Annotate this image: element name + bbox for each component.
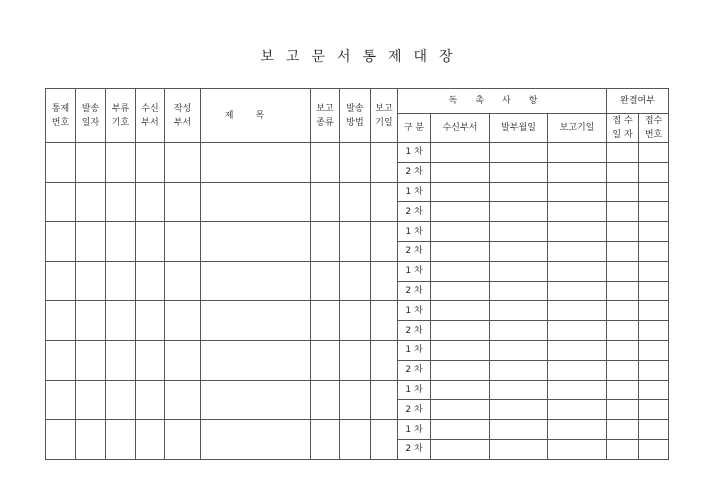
cell-reminder-recv-dept[interactable]	[431, 439, 490, 459]
cell-gubun: 1 차	[398, 222, 431, 242]
cell-report-due[interactable]	[371, 380, 398, 420]
cell-receipt-number[interactable]	[639, 143, 669, 163]
cell-send-method[interactable]	[340, 143, 371, 183]
cell-receipt-number[interactable]	[639, 241, 669, 261]
header-send-date	[76, 89, 106, 143]
cell-issue-date[interactable]	[490, 281, 548, 301]
header-text: 일자	[81, 117, 100, 128]
cell-subject[interactable]	[201, 420, 311, 460]
header-subject: 제목	[201, 89, 311, 143]
header-text: 보고	[375, 103, 393, 114]
cell-author-dept[interactable]	[165, 182, 201, 222]
header-issue-date: 발부월일	[490, 114, 548, 143]
cell-reminder-due[interactable]	[548, 321, 607, 341]
cell-receipt-date[interactable]	[607, 400, 639, 420]
cell-subject[interactable]	[201, 380, 311, 420]
header-completion-group: 완결여부	[607, 89, 669, 114]
report-control-ledger	[45, 88, 669, 460]
cell-report-due[interactable]	[371, 340, 398, 380]
header-reminder-due: 보고기일	[548, 114, 607, 143]
cell-receipt-number[interactable]	[639, 400, 669, 420]
cell-class-code[interactable]	[106, 261, 136, 301]
cell-receipt-date[interactable]	[607, 143, 639, 163]
cell-reminder-due[interactable]	[548, 281, 607, 301]
cell-recv-dept[interactable]	[136, 143, 165, 183]
cell-subject[interactable]	[201, 222, 311, 262]
table-row	[46, 222, 669, 242]
cell-send-method[interactable]	[340, 222, 371, 262]
cell-reminder-due[interactable]	[548, 340, 607, 360]
header-text: 부서	[173, 117, 192, 128]
cell-author-dept[interactable]	[165, 143, 201, 183]
cell-gubun: 2 차	[398, 400, 431, 420]
cell-control-number[interactable]	[46, 261, 76, 301]
cell-receipt-number[interactable]	[639, 321, 669, 341]
table-row	[46, 143, 669, 163]
cell-send-method[interactable]	[340, 380, 371, 420]
cell-send-date[interactable]	[76, 222, 106, 262]
cell-receipt-number[interactable]	[639, 340, 669, 360]
cell-class-code[interactable]	[106, 380, 136, 420]
cell-reminder-recv-dept[interactable]	[431, 301, 490, 321]
cell-control-number[interactable]	[46, 301, 76, 341]
header-text: 종류	[316, 117, 334, 128]
table-row	[46, 420, 669, 440]
cell-subject[interactable]	[201, 182, 311, 222]
cell-subject[interactable]	[201, 340, 311, 380]
header-text: 통제	[51, 103, 70, 114]
cell-reminder-recv-dept[interactable]	[431, 222, 490, 242]
header-author-dept	[165, 89, 201, 143]
cell-reminder-due[interactable]	[548, 143, 607, 163]
cell-receipt-date[interactable]	[607, 360, 639, 380]
header-reminder-group: 독촉사항	[398, 89, 607, 114]
cell-author-dept[interactable]	[165, 340, 201, 380]
cell-recv-dept[interactable]	[136, 222, 165, 262]
table-row	[46, 380, 669, 400]
table-row	[46, 261, 669, 281]
cell-receipt-number[interactable]	[639, 202, 669, 222]
cell-class-code[interactable]	[106, 182, 136, 222]
cell-issue-date[interactable]	[490, 261, 548, 281]
header-text: 접 수	[612, 116, 633, 126]
cell-issue-date[interactable]	[490, 400, 548, 420]
cell-gubun: 1 차	[398, 340, 431, 360]
cell-control-number[interactable]	[46, 222, 76, 262]
cell-report-type[interactable]	[311, 301, 340, 341]
cell-receipt-number[interactable]	[639, 281, 669, 301]
header-text: 발송	[346, 103, 364, 114]
cell-recv-dept[interactable]	[136, 420, 165, 460]
header-text: 기일	[375, 117, 393, 128]
cell-reminder-due[interactable]	[548, 301, 607, 321]
cell-reminder-due[interactable]	[548, 400, 607, 420]
cell-send-method[interactable]	[340, 182, 371, 222]
cell-control-number[interactable]	[46, 340, 76, 380]
cell-receipt-number[interactable]	[639, 182, 669, 202]
header-send-method	[340, 89, 371, 143]
cell-issue-date[interactable]	[490, 380, 548, 400]
cell-gubun: 2 차	[398, 202, 431, 222]
cell-class-code[interactable]	[106, 301, 136, 341]
cell-gubun: 2 차	[398, 360, 431, 380]
cell-report-type[interactable]	[311, 261, 340, 301]
cell-receipt-number[interactable]	[639, 261, 669, 281]
cell-reminder-recv-dept[interactable]	[431, 400, 490, 420]
cell-reminder-due[interactable]	[548, 360, 607, 380]
cell-issue-date[interactable]	[490, 241, 548, 261]
cell-reminder-recv-dept[interactable]	[431, 420, 490, 440]
cell-receipt-number[interactable]	[639, 360, 669, 380]
cell-control-number[interactable]	[46, 143, 76, 183]
cell-reminder-recv-dept[interactable]	[431, 340, 490, 360]
cell-report-due[interactable]	[371, 301, 398, 341]
cell-send-date[interactable]	[76, 301, 106, 341]
header-text: 접수	[644, 116, 663, 126]
header-class-code	[106, 89, 136, 143]
header-text: 방법	[346, 117, 364, 128]
cell-reminder-recv-dept[interactable]	[431, 143, 490, 163]
cell-gubun: 2 차	[398, 439, 431, 459]
cell-gubun: 1 차	[398, 143, 431, 163]
header-text: 수신	[141, 103, 159, 114]
cell-report-type[interactable]	[311, 420, 340, 460]
cell-reminder-recv-dept[interactable]	[431, 182, 490, 202]
cell-gubun: 1 차	[398, 380, 431, 400]
cell-receipt-date[interactable]	[607, 340, 639, 360]
cell-issue-date[interactable]	[490, 222, 548, 242]
table-row	[46, 301, 669, 321]
header-text: 부서	[141, 117, 159, 128]
cell-receipt-date[interactable]	[607, 439, 639, 459]
cell-author-dept[interactable]	[165, 222, 201, 262]
cell-gubun: 1 차	[398, 301, 431, 321]
header-reminder-recv-dept: 수신부서	[431, 114, 490, 143]
cell-recv-dept[interactable]	[136, 301, 165, 341]
cell-send-date[interactable]	[76, 182, 106, 222]
cell-receipt-number[interactable]	[639, 439, 669, 459]
cell-issue-date[interactable]	[490, 321, 548, 341]
cell-send-date[interactable]	[76, 340, 106, 380]
cell-class-code[interactable]	[106, 420, 136, 460]
cell-receipt-number[interactable]	[639, 420, 669, 440]
cell-control-number[interactable]	[46, 380, 76, 420]
header-text: 번호	[51, 117, 70, 128]
cell-issue-date[interactable]	[490, 340, 548, 360]
cell-recv-dept[interactable]	[136, 340, 165, 380]
cell-issue-date[interactable]	[490, 202, 548, 222]
cell-gubun: 2 차	[398, 281, 431, 301]
header-control-number	[46, 89, 76, 143]
cell-control-number[interactable]	[46, 420, 76, 460]
cell-receipt-number[interactable]	[639, 301, 669, 321]
cell-receipt-date[interactable]	[607, 420, 639, 440]
header-report-due	[371, 89, 398, 143]
cell-report-type[interactable]	[311, 380, 340, 420]
cell-recv-dept[interactable]	[136, 380, 165, 420]
cell-reminder-recv-dept[interactable]	[431, 380, 490, 400]
cell-report-due[interactable]	[371, 182, 398, 222]
cell-reminder-due[interactable]	[548, 202, 607, 222]
cell-reminder-due[interactable]	[548, 420, 607, 440]
cell-send-method[interactable]	[340, 420, 371, 460]
cell-recv-dept[interactable]	[136, 261, 165, 301]
cell-issue-date[interactable]	[490, 143, 548, 163]
cell-receipt-date[interactable]	[607, 202, 639, 222]
cell-receipt-number[interactable]	[639, 380, 669, 400]
cell-receipt-number[interactable]	[639, 222, 669, 242]
cell-author-dept[interactable]	[165, 301, 201, 341]
cell-reminder-recv-dept[interactable]	[431, 241, 490, 261]
header-text: 일 자	[612, 130, 633, 140]
cell-report-due[interactable]	[371, 420, 398, 460]
cell-subject[interactable]	[201, 261, 311, 301]
cell-class-code[interactable]	[106, 340, 136, 380]
header-text: 번호	[644, 130, 663, 140]
cell-issue-date[interactable]	[490, 420, 548, 440]
cell-send-date[interactable]	[76, 143, 106, 183]
header-text: 부류	[111, 103, 130, 114]
header-receipt-number	[639, 114, 669, 143]
cell-author-dept[interactable]	[165, 420, 201, 460]
cell-receipt-date[interactable]	[607, 182, 639, 202]
cell-reminder-due[interactable]	[548, 162, 607, 182]
header-text: 작성	[173, 103, 192, 114]
cell-receipt-date[interactable]	[607, 241, 639, 261]
cell-gubun: 1 차	[398, 261, 431, 281]
cell-issue-date[interactable]	[490, 182, 548, 202]
cell-issue-date[interactable]	[490, 360, 548, 380]
header-text: 보고	[316, 103, 334, 114]
header-receipt-date	[607, 114, 639, 143]
cell-gubun: 2 차	[398, 162, 431, 182]
cell-issue-date[interactable]	[490, 301, 548, 321]
cell-subject[interactable]	[201, 143, 311, 183]
cell-receipt-date[interactable]	[607, 301, 639, 321]
cell-receipt-date[interactable]	[607, 321, 639, 341]
cell-gubun: 1 차	[398, 420, 431, 440]
cell-author-dept[interactable]	[165, 380, 201, 420]
cell-reminder-recv-dept[interactable]	[431, 360, 490, 380]
cell-gubun: 1 차	[398, 182, 431, 202]
cell-send-date[interactable]	[76, 261, 106, 301]
cell-reminder-recv-dept[interactable]	[431, 321, 490, 341]
header-text: 기호	[111, 117, 130, 128]
cell-receipt-date[interactable]	[607, 261, 639, 281]
cell-report-type[interactable]	[311, 222, 340, 262]
cell-reminder-recv-dept[interactable]	[431, 162, 490, 182]
cell-send-method[interactable]	[340, 261, 371, 301]
cell-class-code[interactable]	[106, 143, 136, 183]
cell-reminder-due[interactable]	[548, 261, 607, 281]
cell-issue-date[interactable]	[490, 439, 548, 459]
cell-receipt-date[interactable]	[607, 380, 639, 400]
cell-issue-date[interactable]	[490, 162, 548, 182]
cell-reminder-due[interactable]	[548, 380, 607, 400]
cell-reminder-recv-dept[interactable]	[431, 261, 490, 281]
header-gubun: 구 분	[398, 114, 431, 143]
cell-send-method[interactable]	[340, 340, 371, 380]
cell-subject[interactable]	[201, 301, 311, 341]
cell-report-type[interactable]	[311, 143, 340, 183]
cell-reminder-recv-dept[interactable]	[431, 202, 490, 222]
cell-reminder-due[interactable]	[548, 222, 607, 242]
cell-control-number[interactable]	[46, 182, 76, 222]
cell-recv-dept[interactable]	[136, 182, 165, 222]
cell-receipt-date[interactable]	[607, 162, 639, 182]
header-recv-dept	[136, 89, 165, 143]
cell-report-due[interactable]	[371, 222, 398, 262]
table-row	[46, 340, 669, 360]
cell-report-type[interactable]	[311, 340, 340, 380]
header-report-type	[311, 89, 340, 143]
cell-report-due[interactable]	[371, 261, 398, 301]
cell-reminder-due[interactable]	[548, 439, 607, 459]
cell-receipt-date[interactable]	[607, 222, 639, 242]
cell-send-date[interactable]	[76, 380, 106, 420]
cell-receipt-number[interactable]	[639, 162, 669, 182]
cell-gubun: 2 차	[398, 241, 431, 261]
cell-report-type[interactable]	[311, 182, 340, 222]
cell-author-dept[interactable]	[165, 261, 201, 301]
cell-reminder-due[interactable]	[548, 182, 607, 202]
cell-reminder-recv-dept[interactable]	[431, 281, 490, 301]
cell-reminder-due[interactable]	[548, 241, 607, 261]
page-title: 보고문서통제대장	[260, 49, 465, 65]
header-text: 발송	[81, 103, 100, 114]
cell-gubun: 2 차	[398, 321, 431, 341]
table-row	[46, 182, 669, 202]
cell-class-code[interactable]	[106, 222, 136, 262]
cell-receipt-date[interactable]	[607, 281, 639, 301]
cell-send-date[interactable]	[76, 420, 106, 460]
cell-send-method[interactable]	[340, 301, 371, 341]
cell-report-due[interactable]	[371, 143, 398, 183]
